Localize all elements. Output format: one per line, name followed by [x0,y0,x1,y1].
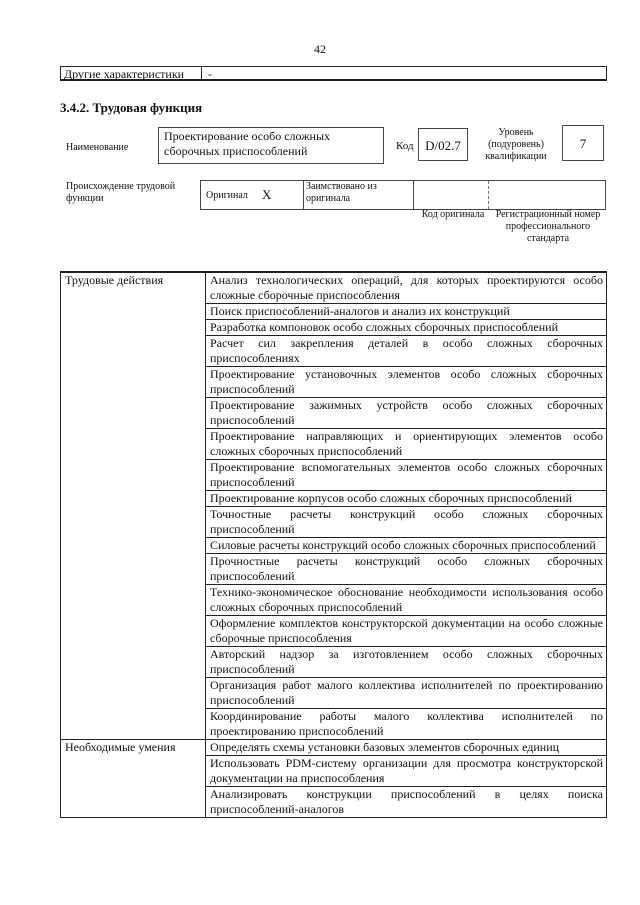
table-row: Оформление комплектов конструкторской документации на особо сложные сборочные приспособления [206,616,606,647]
required-skills-list [206,740,606,817]
origin-label: Происхождение трудовой функции [66,181,176,204]
table-row: Поиск приспособлений-аналогов и анализ их конструкций [206,304,606,320]
labor-actions-label: Трудовые действия [61,273,206,739]
original-mark: X [262,187,272,202]
table-row: Использовать PDM-систему организации для просмотра конструкторской документации на приспособления [206,756,606,787]
table-row: Расчет сил закрепления деталей в особо сложных сборочных приспособлениях [206,336,606,367]
table-row: Анализировать конструкции приспособлений в целях поиска приспособлений-аналогов [210,787,603,816]
table-row: Проектирование установочных элементов особо сложных сборочных приспособлений [206,367,606,398]
level-label: Уровень (подуровень) квалификации [485,127,547,162]
table-row: Проектирование вспомогательных элементов особо сложных сборочных приспособлений [206,460,606,491]
labor-actions-row [61,273,606,740]
section-title: 3.4.2. Трудовая функция [60,100,203,115]
borrowed-label: Заимствовано из оригинала [306,181,377,204]
required-skills-row [61,740,606,817]
reg-number-caption: Регистрационный номер профессионального стандарта [495,209,601,244]
other-characteristics-value: - [208,67,212,81]
level-value: 7 [579,136,587,151]
table-row: Технико-экономическое обоснование необходимости использования особо сложных сборочных приспособлений [206,585,606,616]
code-value: D/02.7 [425,138,461,153]
table-row: Организация работ малого коллектива исполнителей по проектированию приспособлений [206,678,606,709]
page-number: 42 [314,42,326,56]
table-row: Точностные расчеты конструкций особо сложных сборочных приспособлений [206,507,606,538]
name-label: Наименование [66,142,129,153]
table-row: Силовые расчеты конструкций особо сложных сборочных приспособлений [206,538,606,554]
other-characteristics-table [60,66,607,81]
table-row: Проектирование зажимных устройств особо сложных сборочных приспособлений [206,398,606,429]
original-label: Оригинал [206,190,248,201]
other-characteristics-label: Другие характеристики [64,67,185,81]
table-row: Прочностные расчеты конструкций особо сложных сборочных приспособлений [206,554,606,585]
name-value: Проектирование особо сложных сборочных приспособлений [164,129,331,158]
labor-actions-list [206,273,606,739]
table-row: Анализ технологических операций, для которых проектируются особо сложные сборочные приспособления [206,273,606,304]
code-original-caption: Код оригинала [421,209,485,220]
table-row: Авторский надзор за изготовлением особо сложных сборочных приспособлений [206,647,606,678]
table-row: Координирование работы малого коллектива исполнителей по проектированию приспособлений [210,709,603,738]
table-row: Проектирование корпусов особо сложных сборочных приспособлений [206,491,606,507]
code-label: Код [396,140,414,152]
table-row: Разработка компоновок особо сложных сборочных приспособлений [206,320,606,336]
table-row: Определять схемы установки базовых элементов сборочных единиц [206,740,606,756]
main-table [60,271,607,818]
table-row: Проектирование направляющих и ориентирующих элементов особо сложных сборочных приспособлений [206,429,606,460]
required-skills-label: Необходимые умения [61,740,206,817]
